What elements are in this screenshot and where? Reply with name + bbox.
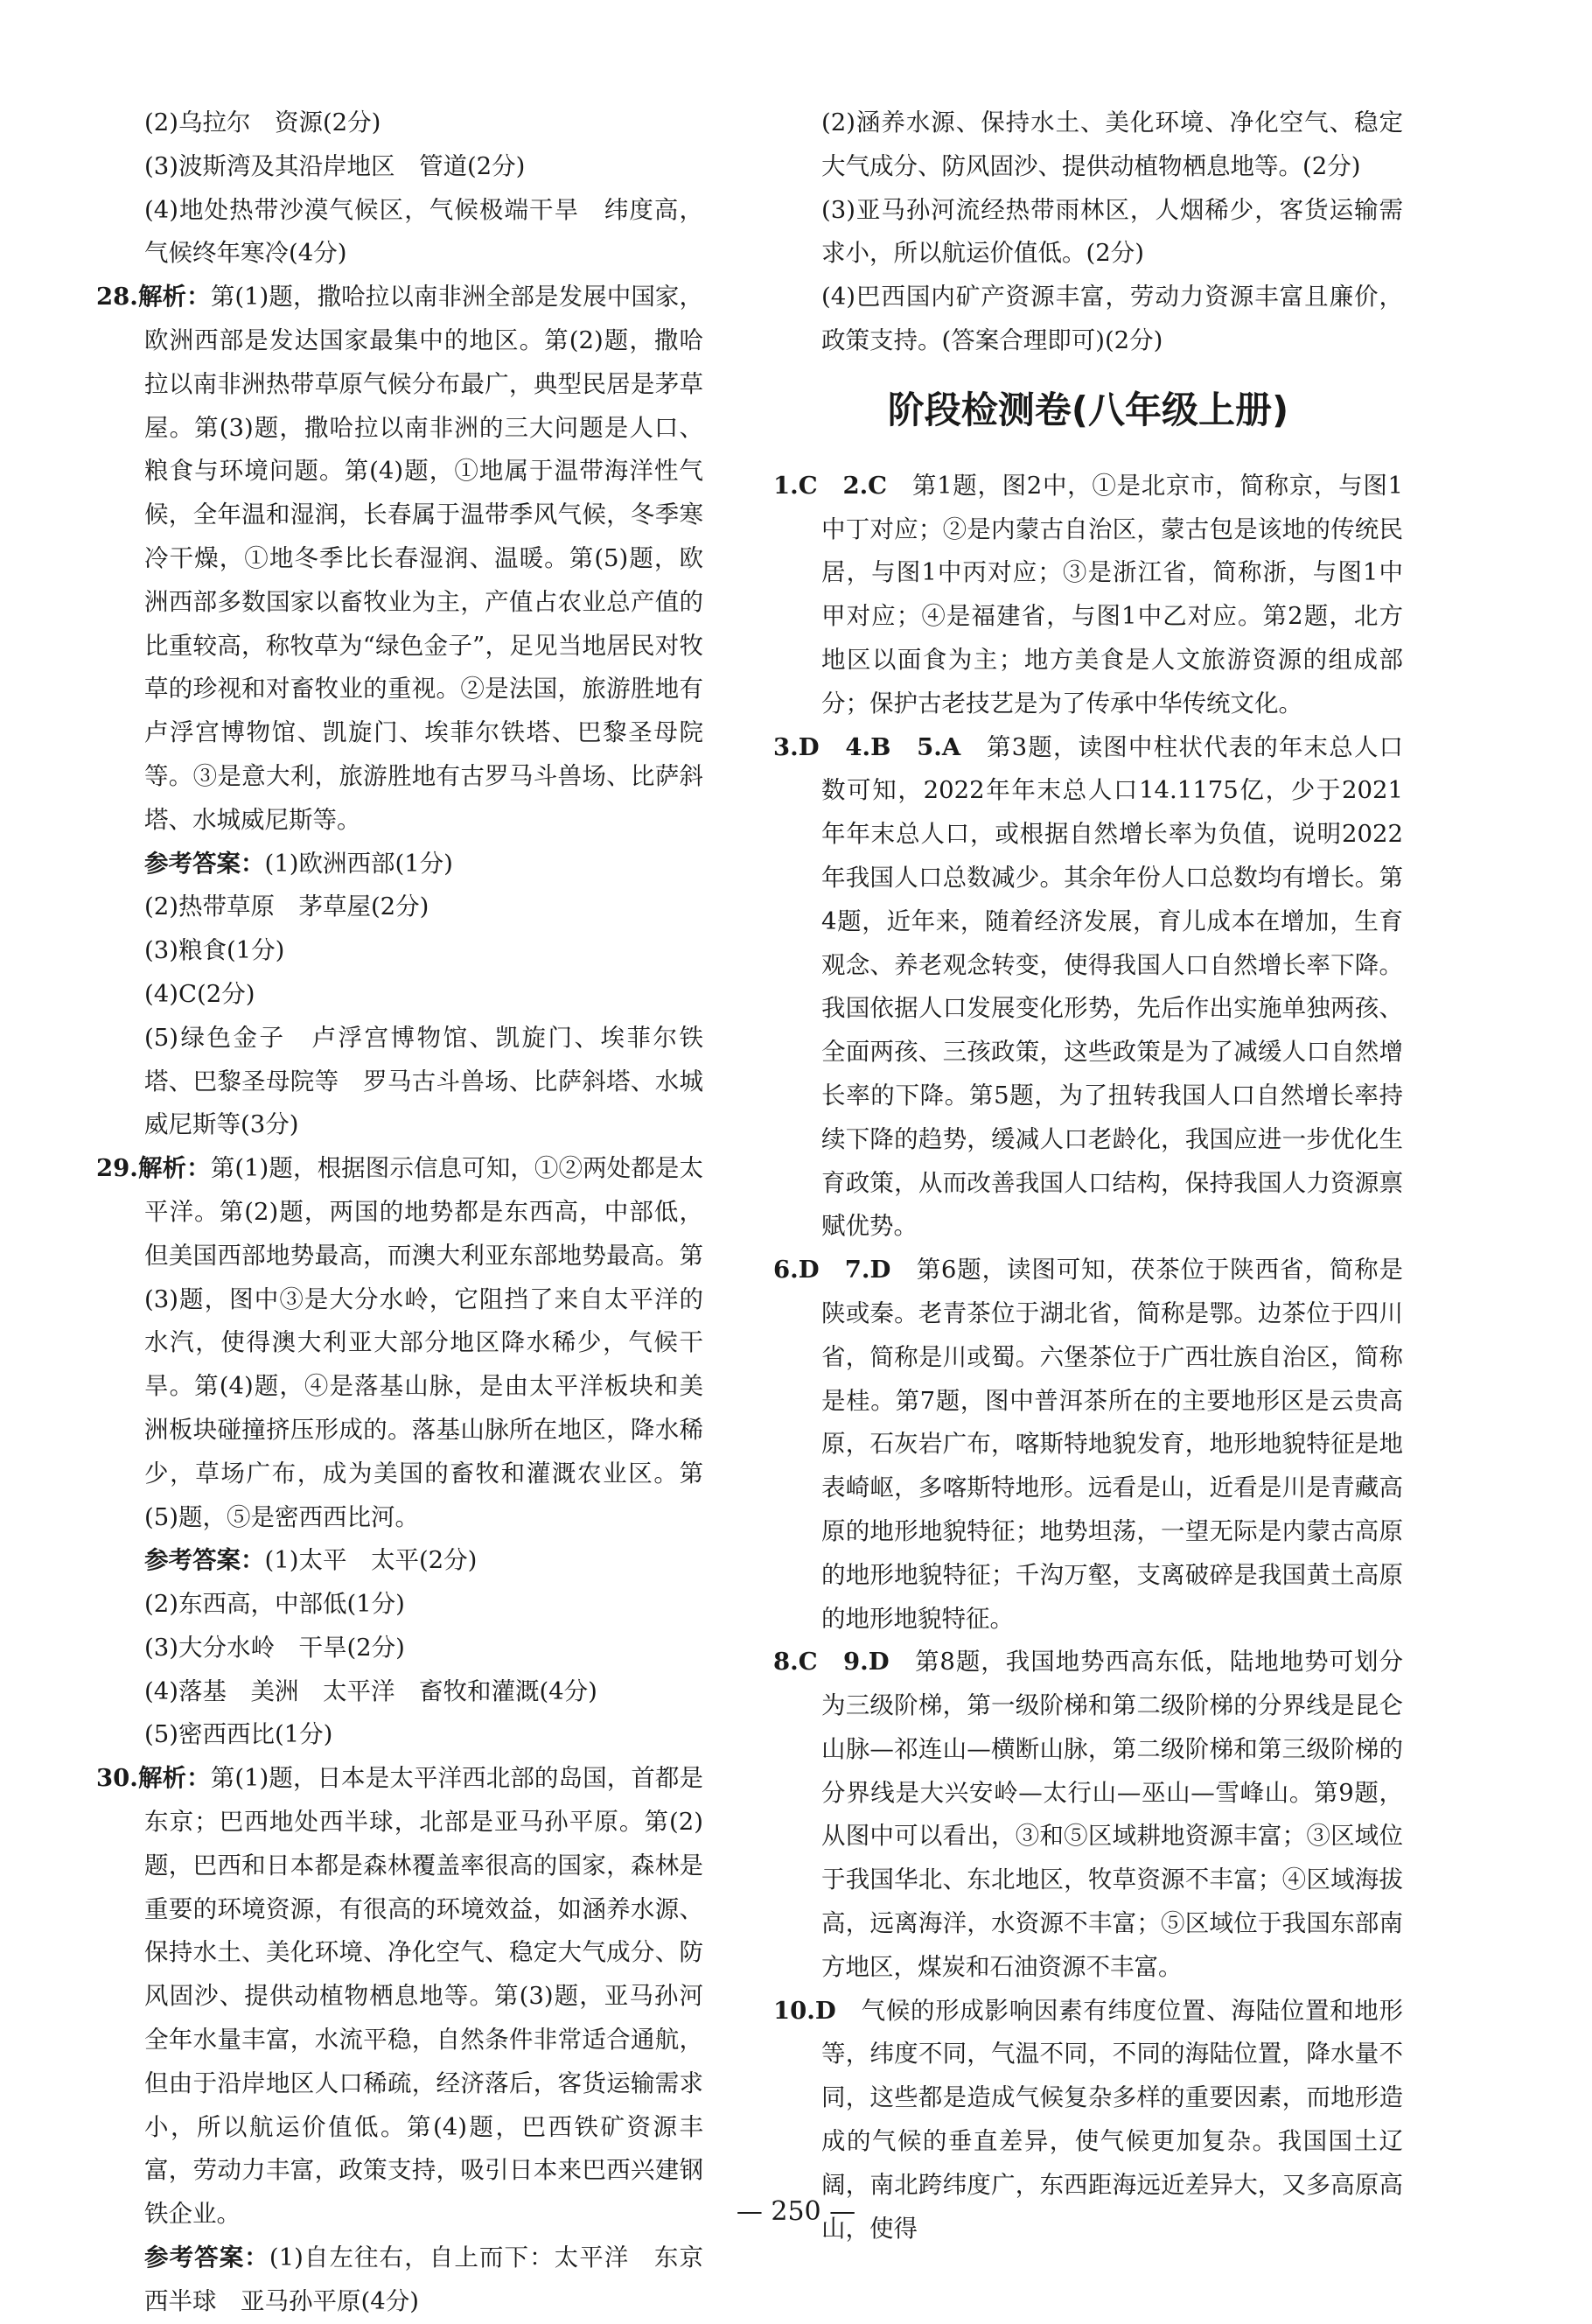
item-number: 3.D 4.B 5.A bbox=[773, 732, 961, 761]
item-text: 第6题，读图可知，茯茶位于陕西省，简称是陕或秦。老青茶位于湖北省，简称是鄂。边茶位于四川省，简称是川或蜀。六堡茶位于广西壮族自治区，简称是桂。第7题，图中普洱茶所在的主要地形区是云贵高原，石灰岩广布，喀斯特地貌发育，地形地貌特征是地表崎岖，多喀斯特地形。远看是山，近看是川是青藏高原的地形地貌特征；地势坦荡，一望无际是内蒙古高原的地形地貌特征；千沟万壑，支离破碎是我国黄土高原的地形地貌特征。 bbox=[821, 1256, 1403, 1633]
answer-label: 参考答案： bbox=[144, 1546, 265, 1575]
item-text: 第8题，我国地势西高东低，陆地地势可划分为三级阶梯，第一级阶梯和第二级阶梯的分界线是昆仑山脉—祁连山—横断山脉，第二级阶梯和第三级阶梯的分界线是大兴安岭—太行山—巫山—雪峰山。第9题，从图中可以看出，③和⑤区域耕地资源丰富；③区域位于我国华北、东北地区，牧草资源不丰富；④区域海拔高，远离海洋，水资源不丰富；⑤区域位于我国东部南方地区，煤炭和石油资源不丰富。 bbox=[821, 1648, 1404, 1981]
answer-line: (2)热带草原 茅草屋(2分) bbox=[144, 892, 429, 921]
reference-answer bbox=[96, 2236, 728, 2324]
answer-line: (4)C(2分) bbox=[144, 979, 255, 1008]
answer-label: 参考答案： bbox=[144, 2244, 269, 2272]
question-number: 30. bbox=[96, 1764, 138, 1793]
answer-line: (2)乌拉尔 资源(2分) bbox=[144, 108, 381, 136]
question-29-analysis bbox=[96, 1147, 703, 1539]
item-number: 8.C 9.D bbox=[773, 1648, 890, 1676]
answer-line: (3)粮食(1分) bbox=[144, 936, 285, 965]
right-column bbox=[773, 102, 1403, 2250]
left-column bbox=[96, 102, 728, 2324]
question-28-analysis bbox=[96, 276, 703, 842]
answer-line: (5)绿色金子 卢浮宫博物馆、凯旋门、埃菲尔铁塔、巴黎圣母院等 罗马古斗兽场、比萨斜塔、水城威尼斯等(3分) bbox=[144, 1023, 703, 1139]
answer-line: (5)密西西比(1分) bbox=[144, 1720, 333, 1749]
analysis-label: 解析： bbox=[137, 1154, 211, 1183]
answer-item bbox=[773, 465, 1403, 726]
page-number: — 250 — bbox=[736, 2196, 856, 2227]
answer-text: (1)欧洲西部(1分) bbox=[264, 849, 453, 878]
answer-label: 参考答案： bbox=[144, 849, 265, 878]
analysis-text: 第(1)题，根据图示信息可知，①②两处都是太平洋。第(2)题，两国的地势都是东西高，中部低，但美国西部地势最高，而澳大利亚东部地势最高。第(3)题，图中③是大分水岭，它阻挡了来自太平洋的水汽，使得澳大利亚大部分地区降水稀少，气候干旱。第(4)题，④是落基山脉，是由太平洋板块和美洲板块碰撞挤压形成的。落基山脉所在地区，降水稀少，草场广布，成为美国的畜牧和灌溉农业区。第(5)题，⑤是密西西比河。 bbox=[144, 1154, 704, 1531]
answer-item bbox=[773, 726, 1403, 1250]
answer-line: (3)大分水岭 干旱(2分) bbox=[144, 1633, 405, 1662]
answer-text: (1)太平 太平(2分) bbox=[264, 1546, 478, 1575]
question-30-analysis bbox=[96, 1757, 703, 2236]
answer-line: (2)东西高，中部低(1分) bbox=[144, 1590, 405, 1619]
analysis-text: 第(1)题，撒哈拉以南非洲全部是发展中国家，欧洲西部是发达国家最集中的地区。第(2)题，撒哈拉以南非洲热带草原气候分布最广，典型民居是茅草屋。第(3)题，撒哈拉以南非洲的三大问题是人口、粮食与环境问题。第(4)题，①地属于温带海洋性气候，全年温和湿润，长春属于温带季风气候，冬季寒冷干燥，①地冬季比长春湿润、温暖。第(5)题，欧洲西部多数国家以畜牧业为主，产值占农业总产值的比重较高，称牧草为“绿色金子”，足见当地居民对牧草的珍视和对畜牧业的重视。②是法国，旅游胜地有卢浮宫博物馆、凯旋门、埃菲尔铁塔、巴黎圣母院等。③是意大利，旅游胜地有古罗马斗兽场、比萨斜塔、水城威尼斯等。 bbox=[144, 283, 704, 834]
answer-line: (3)亚马孙河流经热带雨林区，人烟稀少，客货运输需求小，所以航运价值低。(2分) bbox=[821, 195, 1403, 268]
section-title: 阶段检测卷(八年级上册) bbox=[887, 388, 1289, 431]
answer-line: (4)地处热带沙漠气候区，气候极端干旱 纬度高，气候终年寒冷(4分) bbox=[144, 195, 703, 268]
reference-answer bbox=[96, 1539, 703, 1583]
answer-line: (2)涵养水源、保持水土、美化环境、净化空气、稳定大气成分、防风固沙、提供动植物栖息地等。(2分) bbox=[821, 108, 1403, 180]
question-number: 29. bbox=[96, 1154, 138, 1183]
answer-line: (4)落基 美洲 太平洋 畜牧和灌溉(4分) bbox=[144, 1676, 597, 1705]
reference-answer bbox=[96, 843, 703, 886]
answer-item bbox=[773, 1641, 1403, 1989]
item-text: 第1题，图2中，①是北京市，简称京，与图1中丁对应；②是内蒙古自治区，蒙古包是该地的传统民居，与图1中丙对应；③是浙江省，简称浙，与图1中甲对应；④是福建省，与图1中乙对应。第2题，北方地区以面食为主；地方美食是人文旅游资源的组成部分；保护古老技艺是为了传承中华传统文化。 bbox=[821, 471, 1403, 718]
item-text: 气候的形成影响因素有纬度位置、海陆位置和地形等，纬度不同，气温不同，不同的海陆位置，降水量不同，这些都是造成气候复杂多样的重要因素，而地形造成的气候的垂直差异，使气候更加复杂。我国国土辽阔，南北跨纬度广，东西距海远近差异大，又多高原高山，使得 bbox=[821, 1996, 1403, 2243]
analysis-label: 解析： bbox=[137, 283, 211, 312]
item-number: 10.D bbox=[773, 1996, 836, 2025]
question-number: 28. bbox=[96, 283, 138, 312]
item-number: 1.C 2.C bbox=[773, 471, 888, 500]
analysis-label: 解析： bbox=[137, 1764, 211, 1793]
answer-line: (3)波斯湾及其沿岸地区 管道(2分) bbox=[144, 151, 526, 180]
answer-item bbox=[773, 1249, 1403, 1641]
item-text: 第3题，读图中柱状代表的年末总人口数可知，2022年年末总人口14.1175亿，少于2021年年末总人口，或根据自然增长率为负值，说明2022年我国人口总数减少。其余年份人口总数均有增长。第4题，近年来，随着经济发展，育儿成本在增加，生育观念、养老观念转变，使得我国人口自然增长率下降。我国依据人口发展变化形势，先后作出实施单独两孩、全面两孩、三孩政策，这些政策是为了减缓人口自然增长率的下降。第5题，为了扭转我国人口自然增长率持续下降的趋势，缓减人口老龄化，我国应进一步优化生育政策，从而改善我国人口结构，保持我国人力资源禀赋优势。 bbox=[821, 732, 1403, 1241]
analysis-text: 第(1)题，日本是太平洋西北部的岛国，首都是东京；巴西地处西半球，北部是亚马孙平原。第(2)题，巴西和日本都是森林覆盖率很高的国家，森林是重要的环境资源，有很高的环境效益，如涵养水源、保持水土、美化环境、净化空气、稳定大气成分、防风固沙、提供动植物栖息地等。第(3)题，亚马孙河全年水量丰富，水流平稳，自然条件非常适合通航，但由于沿岸地区人口稀疏，经济落后，客货运输需求小，所以航运价值低。第(4)题，巴西铁矿资源丰富，劳动力丰富，政策支持，吸引日本来巴西兴建钢铁企业。 bbox=[144, 1764, 704, 2229]
answer-text: (1)自左往右，自上而下：太平洋 东京 西半球 亚马孙平原(4分) bbox=[144, 2244, 728, 2315]
answer-line: (4)巴西国内矿产资源丰富，劳动力资源丰富且廉价，政策支持。(答案合理即可)(2分) bbox=[821, 283, 1403, 354]
item-number: 6.D 7.D bbox=[773, 1256, 891, 1284]
